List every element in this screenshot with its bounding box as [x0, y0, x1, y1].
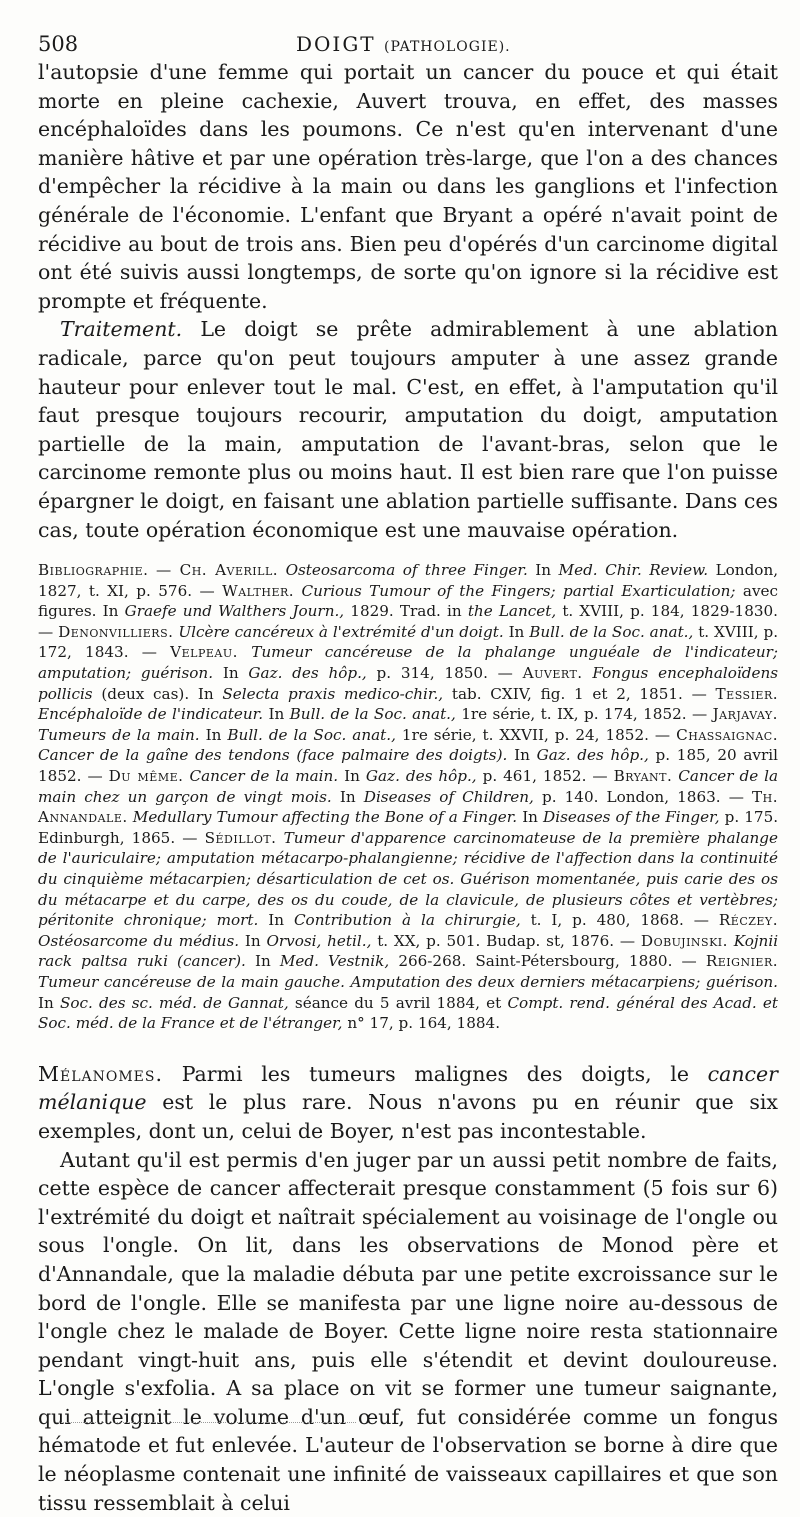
- biblio-seg: Orvosi, hetil.,: [266, 931, 372, 950]
- biblio-seg: In: [344, 767, 360, 786]
- biblio-seg: In: [268, 705, 285, 724]
- biblio-seg: Gaz. des hôp.,: [365, 767, 477, 786]
- paragraph-autopsie: l'autopsie d'une femme qui portait un cancer du pouce et qui était morte en pleine cachexie, Auvert trouva, en effet, des masses encéphaloïdes dans les poumons. Ce n'est qu'en intervenant d'une manière hâtive et par une opération très-large, que l'on a des chances d'empêcher la récidive à la main ou dans les ganglions et l'infection générale de l'économie. L'enfant que Bryant a opéré n'avait point de récidive au bout de trois ans. Bien peu d'opérés d'un carcinome digital ont été suivis aussi longtemps, de sorte qu'on ignore si la récidive est prompte et fréquente.: [38, 60, 778, 313]
- biblio-seg: Bull. de la Soc. anat.,: [529, 622, 694, 641]
- biblio-seg: Chassaignac.: [676, 725, 779, 744]
- main-text: [38, 58, 778, 544]
- biblio-seg: Kojnii rack paltsa ruki (cancer).: [38, 931, 779, 971]
- biblio-seg: Jarjavay.: [712, 705, 778, 724]
- melanomes-text-1: Parmi les tumeurs malignes des doigts, le: [181, 1061, 689, 1086]
- biblio-seg: In: [268, 911, 285, 930]
- biblio-seg: In: [244, 931, 261, 950]
- biblio-seg: 1re série, t. IX, p. 174, 1852. —: [461, 705, 708, 724]
- biblio-seg: In: [522, 808, 538, 827]
- biblio-seg: t. XVIII, p. 172, 1843. —: [38, 622, 779, 662]
- biblio-seg: In: [38, 993, 54, 1012]
- biblio-seg: Gaz. des hôp.,: [248, 664, 367, 683]
- biblio-seg: Fongus encephaloïdens pollicis: [38, 664, 779, 703]
- biblio-seg: Cancer de la gaîne des tendons (face palmaire des doigts).: [38, 746, 508, 765]
- melanomes-emphasis: cancer mélanique: [38, 1061, 778, 1115]
- biblio-seg: Dobujinski.: [640, 931, 728, 950]
- paragraph-melanomes-intro: [38, 1060, 778, 1146]
- biblio-seg: Walther.: [222, 581, 295, 600]
- biblio-seg: Curious Tumour of the Fingers; partial Exarticulation;: [301, 581, 736, 600]
- biblio-seg: p. 140. London, 1863. —: [541, 787, 744, 806]
- biblio-seg: p. 185, 20 avril 1852. —: [38, 746, 778, 786]
- biblio-seg: Auvert.: [522, 664, 583, 683]
- biblio-seg: Encéphaloïde de l'indicateur.: [38, 705, 264, 724]
- biblio-seg: Compt. rend. général des Acad. et Soc. méd. de la France et de l'étranger,: [38, 993, 779, 1033]
- paragraph-melanomes-body: Autant qu'il est permis d'en juger par un aussi petit nombre de faits, cette espèce de cancer affecterait presque constamment (5 fois sur 6) l'extrémité du doigt et naîtrait spécialement au voisinage de l'ongle ou sous l'ongle. On lit, dans les observations de Monod père et d'Annandale, que la maladie débuta par une petite excroissance sur le bord de l'ongle. Elle se manifesta par une ligne noire au-dessous de l'ongle chez le malade de Boyer. Cette ligne noire resta stationnaire pendant vingt-huit ans, puis elle s'étendit et devint douloureuse. L'ongle s'exfolia. A sa place on vit se former une tumeur saignante, qui atteignit le volume d'un œuf, fut considérée comme un fongus hématode et fut enlevée. L'auteur de l'observation se borne à dire que le néoplasme contenait une infinité de vaisseaux capillaires et que son tissu ressemblait à celui: [38, 1147, 778, 1515]
- biblio-seg: p. 314, 1850. —: [376, 664, 513, 683]
- biblio-seg: Tumeurs de la main.: [38, 725, 200, 744]
- traitement-text: Le doigt se prête admirablement à une ablation radicale, parce qu'on peut toujours amputer à une assez grande hauteur pour enlever tout le mal. C'est, en effet, à l'amputation qu'il faut presque toujours recourir, amputation du doigt, amputation partielle de la main, amputation de l'avant-bras, selon que le carcinome remonte plus ou moins haut. Il est bien rare que l'on puisse épargner le doigt, en faisant une ablation partielle suffisante. Dans ces cas, toute opération économique est une mauvaise opération.: [38, 317, 778, 542]
- biblio-seg: p. 175. Edinburgh, 1865. —: [38, 808, 779, 847]
- biblio-seg: In: [205, 725, 222, 744]
- biblio-seg: avec figures. In: [38, 581, 779, 621]
- biblio-seg: Ulcère cancéreux à l'extrémité d'un doigt.: [178, 622, 504, 641]
- biblio-seg: Med. Vestnik,: [279, 952, 390, 971]
- biblio-seg: Tumeur cancéreuse de la main gauche. Amputation des deux derniers métacarpiens; guérison.: [38, 972, 778, 991]
- biblio-seg: Soc. des sc. méd. de Gannat,: [59, 993, 289, 1012]
- biblio-seg: 1re série, t. XXVII, p. 24, 1852. —: [401, 725, 671, 744]
- biblio-seg: Med. Chir. Review.: [558, 561, 709, 580]
- biblio-seg: In: [254, 952, 271, 971]
- biblio-seg: Du même.: [108, 767, 184, 786]
- document-page: [38, 28, 778, 1517]
- page-number: 508: [38, 32, 79, 56]
- biblio-seg: tab. CXIV, fig. 1 et 2, 1851. —: [451, 684, 707, 703]
- biblio-seg: Bull. de la Soc. anat.,: [227, 725, 396, 744]
- running-title-sub: (PATHOLOGIE).: [384, 39, 511, 55]
- biblio-seg: Contribution à la chirurgie,: [293, 911, 521, 930]
- running-title: [296, 32, 511, 56]
- biblio-seg: In: [514, 746, 530, 765]
- biblio-seg: — Ch. Averill.: [155, 561, 279, 580]
- section-label-melanomes: Mélanomes.: [38, 1061, 164, 1086]
- biblio-seg: In: [535, 561, 552, 580]
- biblio-seg: Reignier.: [705, 952, 779, 971]
- biblio-seg: Diseases of Children,: [363, 787, 534, 806]
- biblio-seg: the Lancet,: [467, 602, 557, 621]
- running-head: [38, 28, 778, 54]
- biblio-seg: Medullary Tumour affecting the Bone of a Finger.: [132, 808, 518, 827]
- biblio-seg: In: [339, 787, 356, 806]
- biblio-seg: Tumeur d'apparence carcinomateuse de la première phalange de l'auriculaire; amputation métacarpo-phalangienne; récidive de l'affection dans la continuité du cinquième métacarpien; désarticulation de cet os. Guérison momentanée, puis carie des os du métacarpe et du carpe, des os du coude, de la clavicule, de plusieurs côtes et vertèbres; péritonite chronique; mort.: [38, 828, 779, 930]
- section-label-traitement: Traitement.: [60, 317, 183, 342]
- biblio-seg: 266-268. Saint-Pétersbourg, 1880. —: [398, 952, 697, 971]
- biblio-seg: Bull. de la Soc. anat.,: [289, 705, 456, 724]
- biblio-seg: t. XX, p. 501. Budap. st, 1876. —: [377, 931, 636, 950]
- bibliography-label: Bibliographie.: [38, 561, 149, 580]
- biblio-seg: Sédillot.: [204, 828, 277, 847]
- biblio-seg: Diseases of the Finger,: [543, 808, 720, 827]
- biblio-seg: Denonvilliers.: [58, 622, 174, 641]
- running-title-main: DOIGT: [296, 32, 376, 56]
- biblio-seg: Selecta praxis medico-chir.,: [222, 684, 444, 703]
- biblio-seg: Velpeau.: [170, 643, 238, 662]
- biblio-seg: In: [222, 664, 239, 683]
- bibliography: [38, 560, 778, 1034]
- biblio-seg: London, 1827, t. XI, p. 576. —: [38, 561, 779, 600]
- biblio-seg: Gaz. des hôp.,: [536, 746, 649, 765]
- biblio-seg: Réczey.: [718, 911, 779, 930]
- biblio-seg: n° 17, p. 164, 1884.: [347, 1014, 501, 1033]
- biblio-seg: Bryant.: [613, 767, 673, 786]
- biblio-seg: Tessier.: [715, 684, 779, 703]
- biblio-seg: Cancer de la main.: [189, 767, 339, 786]
- biblio-seg: p. 461, 1852. —: [482, 767, 608, 786]
- footer-rule: [56, 1422, 356, 1423]
- biblio-seg: Osteosarcoma of three Finger.: [285, 561, 528, 580]
- biblio-seg: Graefe und Walthers Journ.,: [124, 602, 345, 621]
- biblio-seg: Th. Annandale.: [38, 787, 779, 827]
- biblio-seg: séance du 5 avril 1884, et: [294, 993, 502, 1012]
- biblio-seg: In: [508, 622, 525, 641]
- biblio-seg: Cancer de la main chez un garçon de vingt mois.: [38, 767, 779, 806]
- biblio-seg: t. XVIII, p. 184, 1829-1830. —: [38, 602, 779, 641]
- section-melanomes: [38, 1060, 778, 1517]
- paragraph-traitement: [38, 315, 778, 544]
- biblio-seg: Ostéosarcome du médius.: [38, 931, 240, 950]
- biblio-seg: 1829. Trad. in: [350, 602, 462, 621]
- biblio-seg: t. I, p. 480, 1868. —: [530, 911, 709, 930]
- biblio-seg: (deux cas). In: [101, 684, 214, 703]
- biblio-seg: Tumeur cancéreuse de la phalange unguéale de l'indicateur; amputation; guérison.: [38, 643, 779, 683]
- melanomes-text-2: est le plus rare. Nous n'avons pu en réunir que six exemples, dont un, celui de Boyer, n'est pas incontestable.: [38, 1090, 778, 1143]
